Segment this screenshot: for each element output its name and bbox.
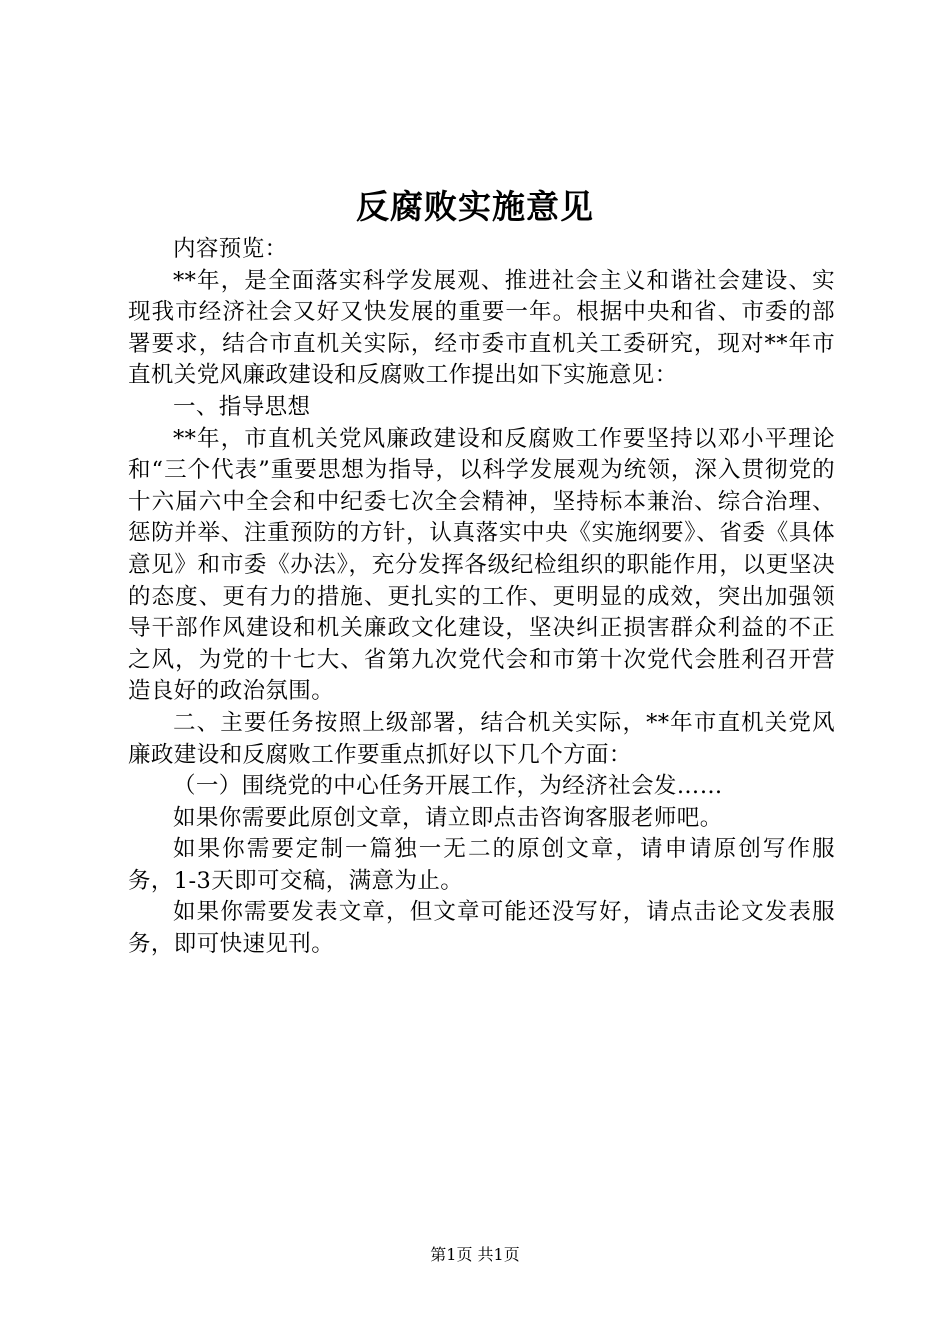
paragraph-intro: **年，是全面落实科学发展观、推进社会主义和谐社会建设、实现我市经济社会又好又快发展的重要一年。根据中央和省、市委的部署要求，结合市直机关实际，经市委市直机关工委研究，现对**年市直机关党风廉政建设和反腐败工作提出如下实施意见： [128, 267, 835, 389]
page-number-footer: 第1页 共1页 [430, 1245, 520, 1264]
link-consult-service[interactable]: 如果你需要此原创文章，请立即点击咨询客服老师吧。 [173, 804, 723, 831]
link-publishing-service[interactable]: 如果你需要发表文章，但文章可能还没写好，请点击论文发表服务，即可快速见刊。 [128, 899, 835, 958]
paragraph-preview-label: 内容预览： [173, 236, 288, 262]
paragraph-task-one: （一）围绕党的中心任务开展工作，为经济社会发…… [173, 773, 723, 800]
paragraph-guiding-thought: **年，市直机关党风廉政建设和反腐败工作要坚持以邓小平理论和“三个代表”重要思想为指导，以科学发展观为统领，深入贯彻党的十六届六中全会和中纪委七次全会精神，坚持标本兼治、综合治理、惩防并举、注重预防的方针，认真落实中央《实施纲要》、省委《具体意见》和市委《办法》，充分发挥各级纪检组织的职能作用，以更坚决的态度、更有力的措施、更扎实的工作、更明显的成效，突出加强领导干部作风建设和机关廉政文化建设，坚决纠正损害群众利益的不正之风，为党的十七大、省第九次党代会和市第十次党代会胜利召开营造良好的政治氛围。 [128, 425, 835, 705]
paragraph-main-tasks: 二、主要任务按照上级部署，结合机关实际，**年市直机关党风廉政建设和反腐败工作要重点抓好以下几个方面： [128, 709, 835, 768]
page-title: 反腐败实施意见 [356, 187, 594, 226]
heading-guiding-thought: 一、指导思想 [173, 393, 311, 420]
link-custom-writing-service[interactable]: 如果你需要定制一篇独一无二的原创文章，请申请原创写作服务，1-3天即可交稿，满意为止。 [128, 836, 835, 894]
document-body [128, 234, 835, 961]
